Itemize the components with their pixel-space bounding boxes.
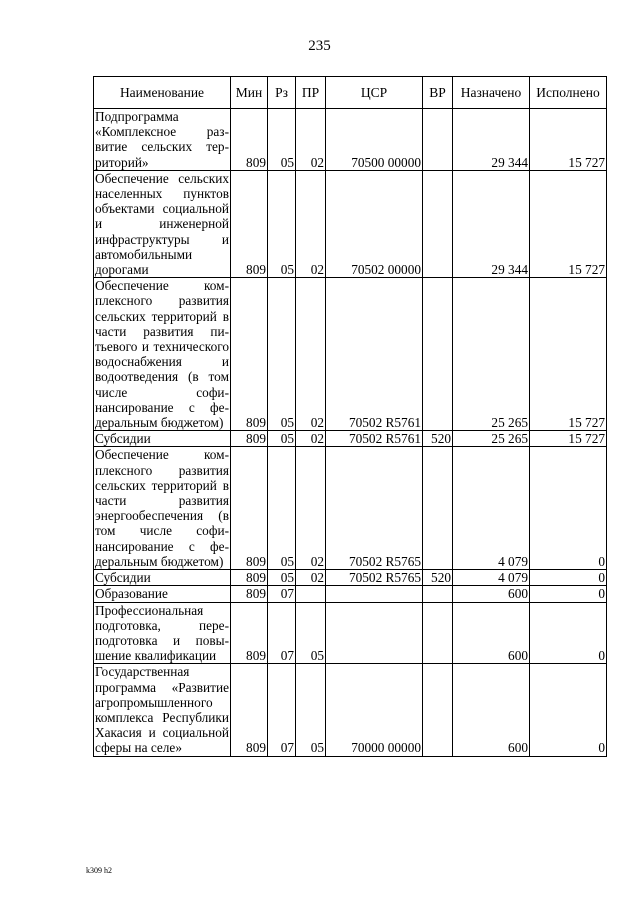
cell-rz: 07 bbox=[268, 586, 296, 602]
cell-rz: 05 bbox=[268, 447, 296, 570]
header-min: Мин bbox=[231, 77, 268, 109]
cell-assigned: 600 bbox=[453, 664, 530, 756]
cell-vr bbox=[423, 109, 453, 171]
cell-done: 0 bbox=[530, 586, 607, 602]
cell-name: Образование bbox=[94, 586, 231, 602]
cell-rz: 05 bbox=[268, 170, 296, 277]
table-row bbox=[94, 431, 607, 447]
cell-vr bbox=[423, 664, 453, 756]
cell-min: 809 bbox=[231, 570, 268, 586]
cell-rz: 05 bbox=[268, 278, 296, 431]
cell-done: 15 727 bbox=[530, 170, 607, 277]
cell-done: 0 bbox=[530, 447, 607, 570]
table-row bbox=[94, 586, 607, 602]
budget-table bbox=[93, 76, 607, 757]
cell-vr bbox=[423, 170, 453, 277]
cell-assigned: 29 344 bbox=[453, 109, 530, 171]
cell-rz: 05 bbox=[268, 109, 296, 171]
table-row bbox=[94, 170, 607, 277]
table-body bbox=[94, 109, 607, 757]
table-row bbox=[94, 664, 607, 756]
cell-rz: 05 bbox=[268, 431, 296, 447]
header-pr: ПР bbox=[296, 77, 326, 109]
cell-min: 809 bbox=[231, 170, 268, 277]
header-name: Наименование bbox=[94, 77, 231, 109]
cell-csr bbox=[326, 602, 423, 664]
cell-pr: 02 bbox=[296, 570, 326, 586]
table-header bbox=[94, 77, 607, 109]
cell-assigned: 25 265 bbox=[453, 431, 530, 447]
cell-min: 809 bbox=[231, 602, 268, 664]
cell-name: Обеспечение сельских населенных пунктов объектами социальной и инженерной инфраструктуры и автомобильными дорогами bbox=[95, 170, 229, 278]
cell-assigned: 600 bbox=[453, 602, 530, 664]
cell-rz: 07 bbox=[268, 602, 296, 664]
cell-done: 0 bbox=[530, 602, 607, 664]
cell-done: 0 bbox=[530, 664, 607, 756]
cell-assigned: 4 079 bbox=[453, 447, 530, 570]
cell-name: Государственная программа «Развитие агропромышленного комплекса Республики Хакасия и социальной сферы на селе» bbox=[95, 664, 229, 756]
cell-assigned: 600 bbox=[453, 586, 530, 602]
header-vr: ВР bbox=[423, 77, 453, 109]
cell-csr: 70000 00000 bbox=[326, 664, 423, 756]
cell-vr bbox=[423, 278, 453, 431]
cell-vr bbox=[423, 447, 453, 570]
cell-done: 15 727 bbox=[530, 278, 607, 431]
cell-csr: 70502 R5765 bbox=[326, 447, 423, 570]
table-row bbox=[94, 570, 607, 586]
header-csr: ЦСР bbox=[326, 77, 423, 109]
cell-assigned: 29 344 bbox=[453, 170, 530, 277]
cell-rz: 05 bbox=[268, 570, 296, 586]
table-row bbox=[94, 278, 607, 431]
cell-name: Подпрограмма «Комплексное развитие сельских территорий» bbox=[95, 109, 229, 170]
header-rz: Рз bbox=[268, 77, 296, 109]
cell-vr bbox=[423, 602, 453, 664]
header-done: Исполнено bbox=[530, 77, 607, 109]
table-row bbox=[94, 109, 607, 171]
cell-name: Обеспечение комплексного развития сельских территорий в части развития питьевого и технического водоснабжения и водоотведения (в том числе софинансирование с федеральным бюджетом) bbox=[95, 278, 229, 431]
cell-csr: 70502 R5761 bbox=[326, 431, 423, 447]
cell-name: Субсидии bbox=[94, 431, 231, 447]
cell-pr bbox=[296, 586, 326, 602]
cell-min: 809 bbox=[231, 109, 268, 171]
cell-vr: 520 bbox=[423, 570, 453, 586]
cell-csr: 70500 00000 bbox=[326, 109, 423, 171]
footer-code: k309 h2 bbox=[86, 866, 112, 875]
page-number: 235 bbox=[308, 38, 331, 54]
cell-pr: 02 bbox=[296, 109, 326, 171]
cell-done: 15 727 bbox=[530, 431, 607, 447]
cell-csr: 70502 R5765 bbox=[326, 570, 423, 586]
cell-min: 809 bbox=[231, 431, 268, 447]
cell-pr: 02 bbox=[296, 447, 326, 570]
cell-pr: 05 bbox=[296, 602, 326, 664]
cell-min: 809 bbox=[231, 278, 268, 431]
cell-min: 809 bbox=[231, 664, 268, 756]
cell-csr: 70502 R5761 bbox=[326, 278, 423, 431]
table-row bbox=[94, 602, 607, 664]
cell-pr: 02 bbox=[296, 170, 326, 277]
cell-pr: 05 bbox=[296, 664, 326, 756]
cell-rz: 07 bbox=[268, 664, 296, 756]
cell-assigned: 25 265 bbox=[453, 278, 530, 431]
cell-min: 809 bbox=[231, 586, 268, 602]
cell-assigned: 4 079 bbox=[453, 570, 530, 586]
cell-name: Субсидии bbox=[94, 570, 231, 586]
table-row bbox=[94, 447, 607, 570]
cell-name: Профессиональная подготовка, переподготовка и повышение квалификации bbox=[95, 602, 229, 664]
cell-csr bbox=[326, 586, 423, 602]
cell-min: 809 bbox=[231, 447, 268, 570]
cell-pr: 02 bbox=[296, 431, 326, 447]
cell-vr: 520 bbox=[423, 431, 453, 447]
header-assigned: Назначено bbox=[453, 77, 530, 109]
header-row bbox=[94, 77, 607, 109]
cell-name: Обеспечение комплексного развития сельских территорий в части развития энергообеспечения (в том числе софинансирование с федеральным бюджетом) bbox=[95, 447, 229, 569]
cell-pr: 02 bbox=[296, 278, 326, 431]
cell-csr: 70502 00000 bbox=[326, 170, 423, 277]
cell-done: 0 bbox=[530, 570, 607, 586]
cell-vr bbox=[423, 586, 453, 602]
cell-done: 15 727 bbox=[530, 109, 607, 171]
